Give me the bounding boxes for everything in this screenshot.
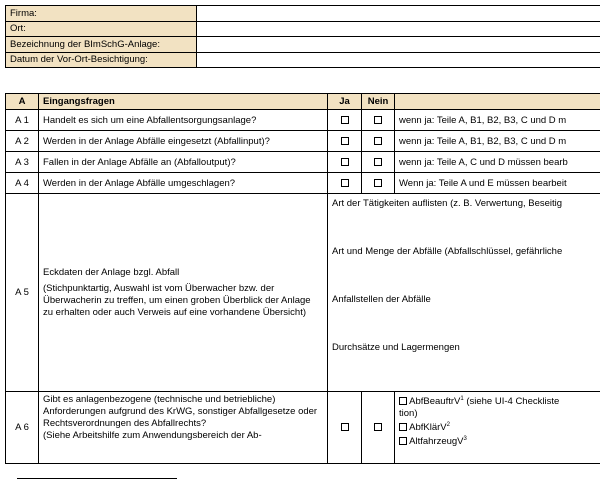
a6-text: Gibt es anlagenbezogene (technische und betriebliche) Anforderungen aufgrund des KrWG, sonstiger Abfallgesetze oder Rechtsverordnungen des Abfallrechts? (43, 394, 318, 429)
a5-title: Eckdaten der Anlage bzgl. Abfall (43, 266, 180, 278)
row-question: Fallen in der Anlage Abfälle an (Abfalloutput)? (39, 152, 328, 173)
table-row (6, 110, 600, 131)
a5-item-waste: Art und Menge der Abfälle (Abfallschlüssel, gefährliche (332, 246, 563, 257)
table-header-row (6, 94, 600, 110)
no-checkbox[interactable] (374, 179, 382, 187)
table-row-a6 (6, 392, 600, 464)
yes-checkbox[interactable] (341, 158, 349, 166)
row-id: A 5 (6, 194, 39, 392)
header-notes (395, 94, 600, 110)
row-note: wenn ja: Teile A, C und D müssen bearb (395, 152, 600, 173)
option-abfklaerv[interactable] (399, 420, 600, 434)
option-abfbeauftrv[interactable] (399, 394, 600, 408)
no-checkbox[interactable] (374, 158, 382, 166)
option-label: AbfBeauftrV (409, 396, 461, 407)
yes-checkbox[interactable] (341, 179, 349, 187)
info-row-datum (6, 52, 600, 68)
label-datum: Datum der Vor-Ort-Besichtigung: (6, 52, 197, 68)
row-note: wenn ja: Teile A, B1, B2, B3, C und D m (395, 131, 600, 152)
a5-desc: (Stichpunktartig, Auswahl ist vom Überwacher bzw. der Überwacherin zu treffen, um einen groben Überblick der Anlage zu erhalten oder auch Verweis auf eine vorhandene Übersicht) (43, 282, 311, 318)
info-table (5, 5, 600, 68)
option-suffix: (siehe UI-4 Checkliste (463, 396, 560, 407)
row-id: A 2 (6, 131, 39, 152)
row-id: A 6 (6, 392, 39, 464)
row-id: A 3 (6, 152, 39, 173)
table-row (6, 131, 600, 152)
table-row-a5 (6, 194, 600, 392)
a6-hint: (Siehe Arbeitshilfe zum Anwendungsbereich der Ab- (43, 430, 262, 441)
option-label: AbfKlärV (409, 422, 447, 433)
yes-checkbox[interactable] (341, 137, 349, 145)
a5-description (39, 194, 328, 392)
header-yes: Ja (328, 94, 362, 110)
header-id: A (6, 94, 39, 110)
field-ort[interactable] (197, 21, 600, 37)
option-altfahrzeugv[interactable] (399, 434, 600, 448)
label-firma: Firma: (6, 6, 197, 22)
header-no: Nein (362, 94, 395, 110)
option-checkbox[interactable] (399, 423, 407, 431)
footnote-ref: 1 (460, 395, 464, 402)
row-question: Handelt es sich um eine Abfallentsorgungsanlage? (39, 110, 328, 131)
info-row-ort (6, 21, 600, 37)
info-row-firma (6, 6, 600, 22)
info-row-anlage (6, 37, 600, 53)
footnote-ref: 3 (463, 435, 467, 442)
label-anlage: Bezeichnung der BImSchG-Anlage: (6, 37, 197, 53)
yes-checkbox[interactable] (341, 423, 349, 431)
a6-options (395, 392, 600, 464)
field-anlage[interactable] (197, 37, 600, 53)
option-checkbox[interactable] (399, 437, 407, 445)
row-question: Werden in der Anlage Abfälle eingesetzt (Abfallinput)? (39, 131, 328, 152)
row-question: Werden in der Anlage Abfälle umgeschlagen? (39, 173, 328, 194)
a5-item-throughput: Durchsätze und Lagermengen (332, 342, 460, 353)
row-id: A 4 (6, 173, 39, 194)
row-note: wenn ja: Teile A, B1, B2, B3, C und D m (395, 110, 600, 131)
yes-checkbox[interactable] (341, 116, 349, 124)
option-checkbox[interactable] (399, 397, 407, 405)
a5-item-sources: Anfallstellen der Abfälle (332, 294, 431, 305)
option-continuation: tion) (399, 408, 418, 419)
row-note: Wenn ja: Teile A und E müssen bearbeit (395, 173, 600, 194)
a6-question (39, 392, 328, 464)
header-question: Eingangsfragen (39, 94, 328, 110)
a5-details[interactable] (328, 194, 600, 392)
no-checkbox[interactable] (374, 423, 382, 431)
a5-item-activities: Art der Tätigkeiten auflisten (z. B. Verwertung, Beseitig (332, 198, 563, 209)
field-firma[interactable] (197, 6, 600, 22)
questions-table (5, 93, 600, 464)
no-checkbox[interactable] (374, 116, 382, 124)
label-ort: Ort: (6, 21, 197, 37)
table-row (6, 173, 600, 194)
row-id: A 1 (6, 110, 39, 131)
option-label: AltfahrzeugV (409, 436, 464, 447)
no-checkbox[interactable] (374, 137, 382, 145)
footnote-separator (17, 478, 177, 479)
footnote-ref: 2 (446, 421, 450, 428)
table-row (6, 152, 600, 173)
field-datum[interactable] (197, 52, 600, 68)
